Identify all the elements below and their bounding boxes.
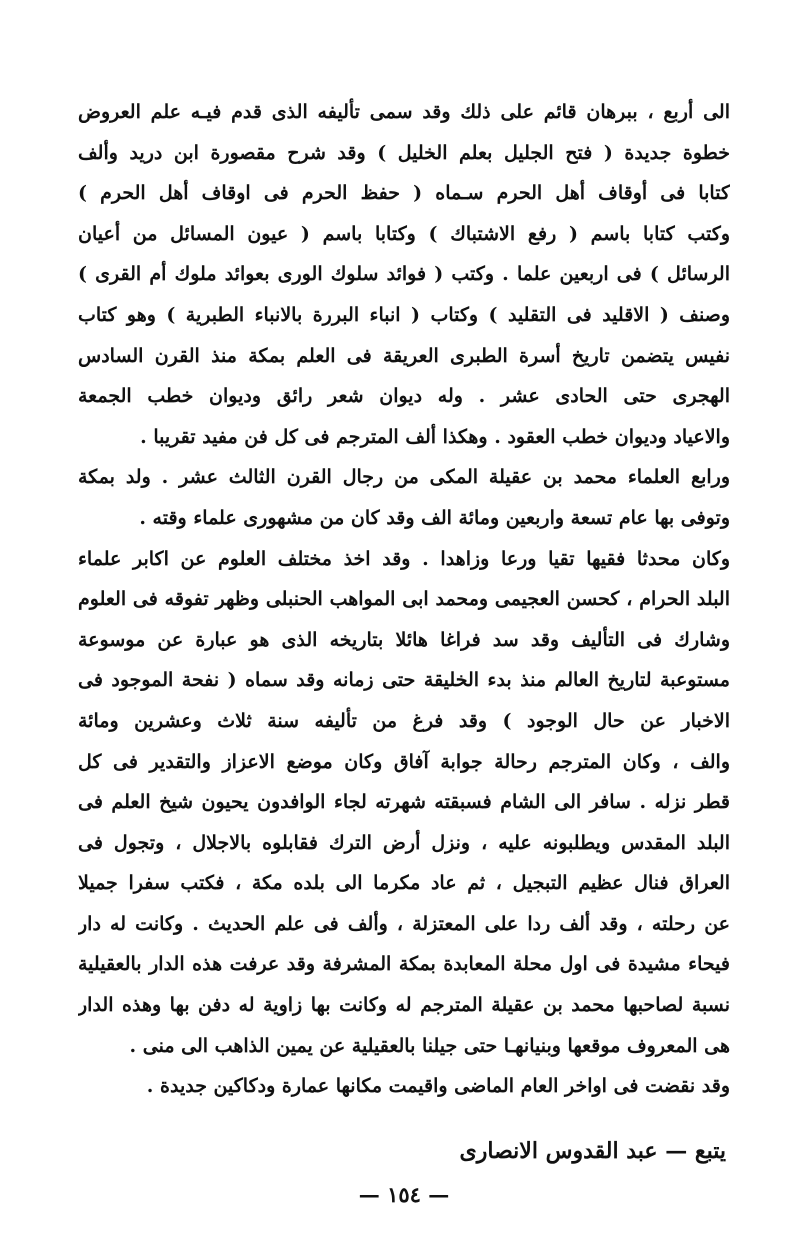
text-line: وتوفى بها عام تسعة واربعين ومائة الف وقد كان من مشهورى علماء وقته . [139,506,730,529]
text-line: قطر نزله . سافر الى الشام فسبقته شهرته لجاء الوافدون يحيون شيخ العلم فى [78,791,730,814]
text-line: مستوعبة لتاريخ العالم منذ بدء الخليقة حتى زمانه وقد سماه ( نفحة الموجود فى [78,669,730,692]
text-line: الهجرى حتى الحادى عشر . وله ديوان شعر رائق وديوان خطب الجمعة [78,385,730,408]
author-signature: يتبع — عبد القدوس الانصارى [459,1138,726,1164]
text-line: والف ، وكان المترجم رحالة جوابة آفاق وكان موضع الاعزاز والتقدير فى كل [78,750,730,773]
text-line: وكتب كتابا باسم ( رفع الاشتباك ) وكتابا باسم ( عيون المسائل من أعيان [78,222,730,245]
page-number: — ١٥٤ — [358,1182,450,1207]
text-line: فيحاء مشيدة فى اول محلة المعابدة بمكة المشرفة وقد عرفت هذه الدار بالعقيلية [78,953,730,976]
text-line: وصنف ( الاقليد فى التقليد ) وكتاب ( انباء البررة بالانباء الطبرية ) وهو كتاب [78,303,730,326]
text-line: الاخبار عن حال الوجود ) وقد فرغ من تأليفه سنة ثلاث وعشرين ومائة [78,709,730,732]
text-line: البلد الحرام ، كحسن العجيمى ومحمد ابى المواهب الحنبلى وظهر تفوقه فى العلوم [78,588,730,611]
text-line: البلد المقدس ويطلبونه عليه ، ونزل أرض الترك فقابلوه بالاجلال ، وتجول فى [78,831,730,854]
text-line: الرسائل ) فى اربعين علما . وكتب ( فوائد سلوك الورى بعوائد ملوك أم القرى ) [78,263,730,286]
text-line: نفيس يتضمن تاريخ أسرة الطبرى العريقة فى العلم بمكة منذ القرن السادس [78,344,730,367]
text-line: عن رحلته ، وقد ألف ردا على المعتزلة ، وألف فى علم الحديث . وكانت له دار [78,912,730,935]
text-line: الى أربع ، ببرهان قائم على ذلك وقد سمى تأليفه الذى قدم فيـه علم العروض [78,101,730,123]
text-line: وكان محدثا فقيها تقيا ورعا وزاهدا . وقد اخذ مختلف العلوم عن اكابر علماء [78,547,730,570]
text-line: هى المعروف موقعها وبنيانهـا حتى جيلنا بالعقيلية عن يمين الذاهب الى منى . [129,1034,730,1057]
text-line: العراق فنال عظيم التبجيل ، ثم عاد مكرما الى بلده مكة ، فكتب سفرا جميلا [78,872,730,895]
body-text [78,92,730,1107]
text-line: والاعياد وديوان خطب العقود . وهكذا ألف المترجم فى كل فن مفيد تقريبا . [140,425,730,448]
text-line: وقد نقضت فى اواخر العام الماضى واقيمت مكانها عمارة ودكاكين جديدة . [146,1075,730,1098]
text-line: وشارك فى التأليف وقد سد فراغا هائلا بتاريخه الذى هو عبارة عن موسوعة [78,628,730,651]
text-line: ورابع العلماء محمد بن عقيلة المكى من رجال القرن الثالث عشر . ولد بمكة [78,466,730,489]
text-line: نسبة لصاحبها محمد بن عقيلة المترجم له وكانت بها زاوية له دفن بها وهذه الدار [78,994,730,1017]
text-line: كتابا فى أوقاف أهل الحرم سـماه ( حفظ الحرم فى اوقاف أهل الحرم ) [78,182,730,205]
text-line: خطوة جديدة ( فتح الجليل بعلم الخليل ) وقد شرح مقصورة ابن دريد وألف [78,141,730,164]
